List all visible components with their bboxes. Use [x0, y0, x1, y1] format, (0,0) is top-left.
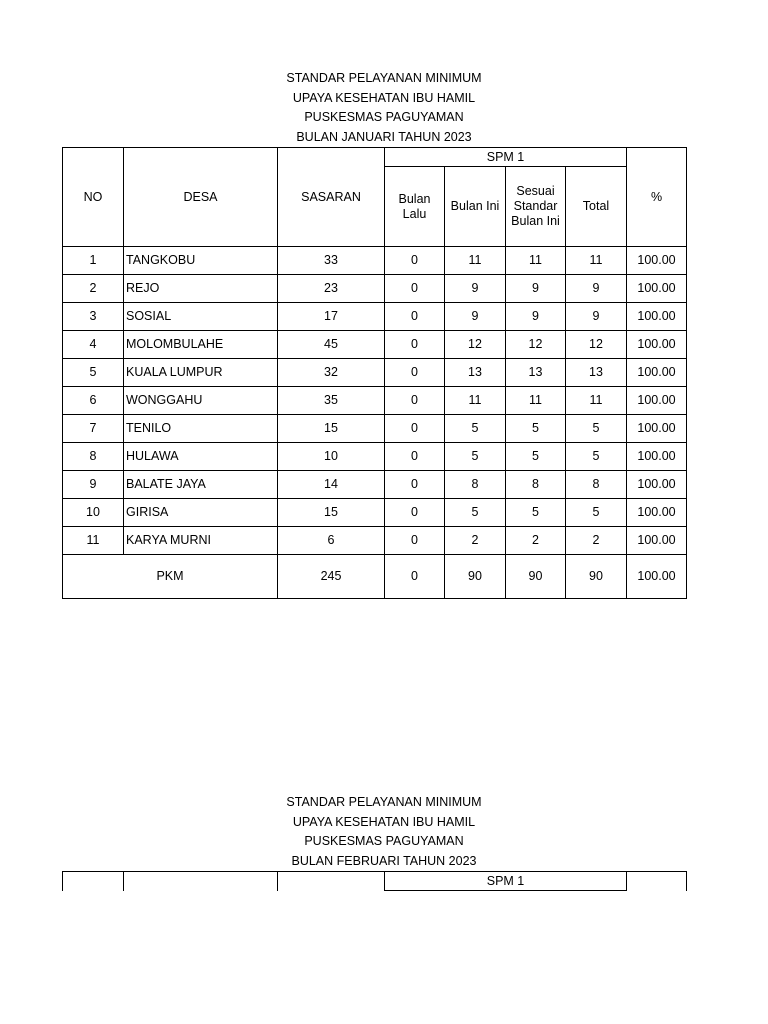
cell-bulan-ini: 11	[445, 387, 506, 415]
header-total: Total	[566, 167, 627, 247]
cell-sasaran: 17	[278, 303, 385, 331]
cell-sesuai-standar: 9	[506, 275, 566, 303]
cell-sasaran: 23	[278, 275, 385, 303]
spm-table-january	[62, 147, 687, 599]
cell-sesuai-standar: 8	[506, 471, 566, 499]
title-line: BULAN FEBRUARI TAHUN 2023	[291, 853, 477, 868]
footer-bulan-lalu: 0	[385, 555, 445, 599]
cell-percent: 100.00	[627, 527, 687, 555]
cell-percent: 100.00	[627, 415, 687, 443]
cell-no: 11	[63, 527, 124, 555]
header-sesuai-standar: Sesuai Standar Bulan Ini	[506, 167, 566, 247]
cell-total: 11	[566, 387, 627, 415]
cell-sesuai-standar: 11	[506, 387, 566, 415]
cell-no: 10	[63, 499, 124, 527]
table-row	[63, 499, 687, 527]
cell-desa: TENILO	[124, 415, 278, 443]
cell-bulan-lalu: 0	[385, 331, 445, 359]
cell-no: 1	[63, 247, 124, 275]
cell-sesuai-standar: 11	[506, 247, 566, 275]
cell-bulan-ini: 5	[445, 499, 506, 527]
table-row	[63, 275, 687, 303]
cell-bulan-lalu: 0	[385, 387, 445, 415]
title-line: STANDAR PELAYANAN MINIMUM	[286, 795, 482, 809]
cell-no: 3	[63, 303, 124, 331]
cell-sasaran: 32	[278, 359, 385, 387]
cell-sasaran: 33	[278, 247, 385, 275]
cell-bulan-ini: 13	[445, 359, 506, 387]
cell-desa: MOLOMBULAHE	[124, 331, 278, 359]
cell-bulan-lalu: 0	[385, 303, 445, 331]
table-footer-row	[63, 555, 687, 599]
title-line: UPAYA KESEHATAN IBU HAMIL	[292, 814, 476, 829]
cell-no: 2	[63, 275, 124, 303]
cell-percent: 100.00	[627, 303, 687, 331]
footer-bulan-ini: 90	[445, 555, 506, 599]
table-row	[63, 331, 687, 359]
cell-sesuai-standar: 9	[506, 303, 566, 331]
table-row	[63, 247, 687, 275]
title-line: PUSKESMAS PAGUYAMAN	[304, 834, 464, 848]
cell-sesuai-standar: 5	[506, 443, 566, 471]
cell-percent: 100.00	[627, 387, 687, 415]
cell-bulan-lalu: 0	[385, 275, 445, 303]
cell-bulan-ini: 9	[445, 303, 506, 331]
cell-bulan-ini: 12	[445, 331, 506, 359]
cell-bulan-ini: 2	[445, 527, 506, 555]
cell-bulan-lalu: 0	[385, 247, 445, 275]
table-row	[63, 303, 687, 331]
cell-percent: 100.00	[627, 471, 687, 499]
cell-desa: WONGGAHU	[124, 387, 278, 415]
header-bulan-lalu: Bulan Lalu	[385, 167, 445, 247]
footer-sesuai-standar: 90	[506, 555, 566, 599]
cell-sesuai-standar: 13	[506, 359, 566, 387]
cell-percent: 100.00	[627, 359, 687, 387]
cell-total: 5	[566, 415, 627, 443]
header-spm: SPM 1	[385, 148, 627, 167]
header-bulan-ini: Bulan Ini	[445, 167, 506, 247]
cell-desa: SOSIAL	[124, 303, 278, 331]
header-percent-cell	[627, 872, 687, 891]
cell-percent: 100.00	[627, 247, 687, 275]
title-line: UPAYA KESEHATAN IBU HAMIL	[292, 90, 476, 105]
cell-desa: TANGKOBU	[124, 247, 278, 275]
cell-no: 8	[63, 443, 124, 471]
cell-desa: REJO	[124, 275, 278, 303]
cell-no: 4	[63, 331, 124, 359]
cell-bulan-lalu: 0	[385, 359, 445, 387]
cell-total: 12	[566, 331, 627, 359]
header-sasaran: SASARAN	[278, 148, 385, 247]
cell-total: 9	[566, 275, 627, 303]
cell-bulan-lalu: 0	[385, 415, 445, 443]
footer-sasaran: 245	[278, 555, 385, 599]
header-percent: %	[627, 148, 687, 247]
title-line: STANDAR PELAYANAN MINIMUM	[286, 71, 482, 85]
cell-bulan-ini: 5	[445, 415, 506, 443]
cell-desa: KARYA MURNI	[124, 527, 278, 555]
cell-total: 13	[566, 359, 627, 387]
cell-no: 9	[63, 471, 124, 499]
cell-total: 9	[566, 303, 627, 331]
cell-no: 7	[63, 415, 124, 443]
cell-sasaran: 10	[278, 443, 385, 471]
header-no-cell	[63, 872, 124, 891]
cell-desa: HULAWA	[124, 443, 278, 471]
cell-bulan-lalu: 0	[385, 471, 445, 499]
title-line: PUSKESMAS PAGUYAMAN	[304, 110, 464, 124]
cell-bulan-ini: 8	[445, 471, 506, 499]
cell-sasaran: 15	[278, 499, 385, 527]
cell-total: 5	[566, 499, 627, 527]
cell-sesuai-standar: 5	[506, 499, 566, 527]
footer-percent: 100.00	[627, 555, 687, 599]
header-desa-cell	[124, 872, 278, 891]
table-row	[63, 359, 687, 387]
cell-bulan-lalu: 0	[385, 499, 445, 527]
report-title-january	[0, 69, 768, 147]
table-row	[63, 415, 687, 443]
cell-percent: 100.00	[627, 499, 687, 527]
table-row	[63, 443, 687, 471]
table-row	[63, 527, 687, 555]
cell-total: 8	[566, 471, 627, 499]
title-line: BULAN JANUARI TAHUN 2023	[296, 129, 472, 144]
cell-sesuai-standar: 12	[506, 331, 566, 359]
cell-desa: KUALA LUMPUR	[124, 359, 278, 387]
cell-no: 5	[63, 359, 124, 387]
cell-sasaran: 14	[278, 471, 385, 499]
header-no: NO	[63, 148, 124, 247]
cell-sasaran: 35	[278, 387, 385, 415]
cell-bulan-ini: 5	[445, 443, 506, 471]
footer-total: 90	[566, 555, 627, 599]
cell-sasaran: 15	[278, 415, 385, 443]
cell-total: 11	[566, 247, 627, 275]
report-title-february	[0, 793, 768, 871]
cell-sesuai-standar: 5	[506, 415, 566, 443]
header-sasaran-cell	[278, 872, 385, 891]
table-row	[63, 387, 687, 415]
cell-percent: 100.00	[627, 331, 687, 359]
cell-bulan-ini: 9	[445, 275, 506, 303]
table-row	[63, 471, 687, 499]
cell-bulan-lalu: 0	[385, 443, 445, 471]
cell-no: 6	[63, 387, 124, 415]
cell-total: 2	[566, 527, 627, 555]
header-desa: DESA	[124, 148, 278, 247]
cell-sasaran: 45	[278, 331, 385, 359]
header-spm: SPM 1	[385, 872, 627, 891]
spm-table-february	[62, 871, 687, 891]
footer-label: PKM	[63, 555, 278, 599]
cell-sasaran: 6	[278, 527, 385, 555]
cell-total: 5	[566, 443, 627, 471]
cell-sesuai-standar: 2	[506, 527, 566, 555]
cell-bulan-lalu: 0	[385, 527, 445, 555]
cell-desa: GIRISA	[124, 499, 278, 527]
cell-percent: 100.00	[627, 275, 687, 303]
cell-percent: 100.00	[627, 443, 687, 471]
cell-desa: BALATE JAYA	[124, 471, 278, 499]
cell-bulan-ini: 11	[445, 247, 506, 275]
